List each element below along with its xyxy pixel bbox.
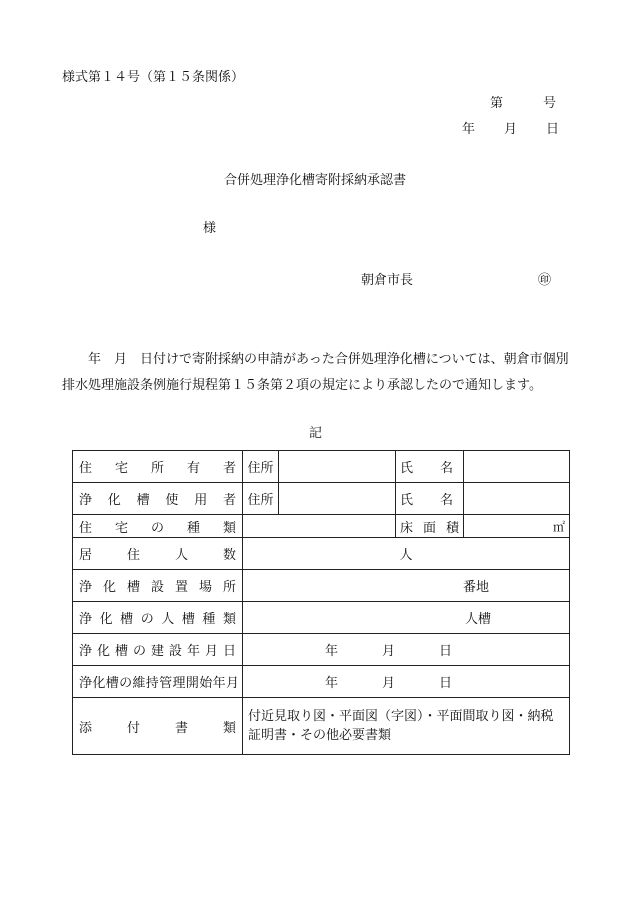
- capacity-unit: 人槽: [464, 612, 491, 627]
- floor-area-unit: ㎡: [464, 515, 570, 538]
- table-row-user: [73, 483, 570, 515]
- user-label: 浄化槽使用者: [73, 483, 243, 515]
- table-row-capacity: [73, 602, 570, 634]
- owner-address-field: [279, 451, 396, 483]
- attachments-value: 付近見取り図・平面図（字図）・平面間取り図・納税証明書・その他必要書類: [243, 698, 570, 755]
- form-number: 様式第１４号（第１５条関係）: [62, 70, 245, 85]
- user-address-label: 住所: [243, 483, 279, 515]
- table-row-location: [73, 570, 570, 602]
- owner-name-label: 氏名: [396, 451, 464, 483]
- document-number-prefix: 第: [490, 96, 504, 111]
- construction-date-label: 浄化槽の建設年月日: [73, 634, 243, 666]
- floor-area-label: 床面積: [396, 515, 464, 538]
- house-type-field: [243, 515, 396, 538]
- document-number-suffix: 号: [543, 96, 557, 111]
- date-day: 日: [546, 122, 560, 137]
- location-unit: 番地: [462, 580, 489, 595]
- maintenance-day: 日: [439, 676, 453, 691]
- attachments-label: 添付書類: [73, 698, 243, 755]
- document-number: [490, 96, 556, 112]
- construction-date-field: [243, 634, 570, 666]
- house-type-label: 住宅の種類: [73, 515, 243, 538]
- table-row-residents: [73, 538, 570, 570]
- body-text: [62, 347, 590, 399]
- maintenance-year: 年: [325, 676, 339, 691]
- location-field: [243, 570, 570, 602]
- body-line-2: 排水処理施設条例施行規程第１５条第２項の規定により承認したので通知します。: [62, 378, 542, 393]
- owner-label: 住宅所有者: [73, 451, 243, 483]
- addressee-honorific: 様: [203, 221, 217, 236]
- capacity-field: [243, 602, 570, 634]
- capacity-label: 浄化槽の人槽種類: [73, 602, 243, 634]
- location-label: 浄化槽設置場所: [73, 570, 243, 602]
- residents-unit: 人: [399, 548, 413, 563]
- owner-address-label: 住所: [243, 451, 279, 483]
- issuer-name: 朝倉市長: [361, 273, 414, 288]
- user-name-label: 氏名: [396, 483, 464, 515]
- table-row-maintenance-start: [73, 666, 570, 698]
- user-name-field: [464, 483, 570, 515]
- table-row-construction-date: [73, 634, 570, 666]
- table-row-attachments: [73, 698, 570, 755]
- maintenance-month: 月: [382, 676, 396, 691]
- ki-heading: 記: [309, 426, 323, 441]
- owner-name-field: [464, 451, 570, 483]
- table-row-house-type: [73, 515, 570, 538]
- construction-year: 年: [325, 644, 339, 659]
- approval-form-table: [72, 450, 570, 755]
- maintenance-start-field: [243, 666, 570, 698]
- residents-field: [243, 538, 570, 570]
- document-date: [462, 122, 559, 138]
- date-month: 月: [504, 122, 518, 137]
- seal-mark: ㊞: [538, 273, 552, 288]
- construction-month: 月: [382, 644, 396, 659]
- date-year: 年: [462, 122, 476, 137]
- residents-label: 居住人数: [73, 538, 243, 570]
- document-title: 合併処理浄化槽寄附採納承認書: [224, 173, 407, 188]
- table-row-owner: [73, 451, 570, 483]
- maintenance-start-label: 浄化槽の維持管理開始年月: [73, 666, 243, 698]
- construction-day: 日: [439, 644, 453, 659]
- user-address-field: [279, 483, 396, 515]
- body-line-1: 年 月 日付けで寄附採納の申請があった合併処理浄化槽については、朝倉市個別: [88, 352, 569, 367]
